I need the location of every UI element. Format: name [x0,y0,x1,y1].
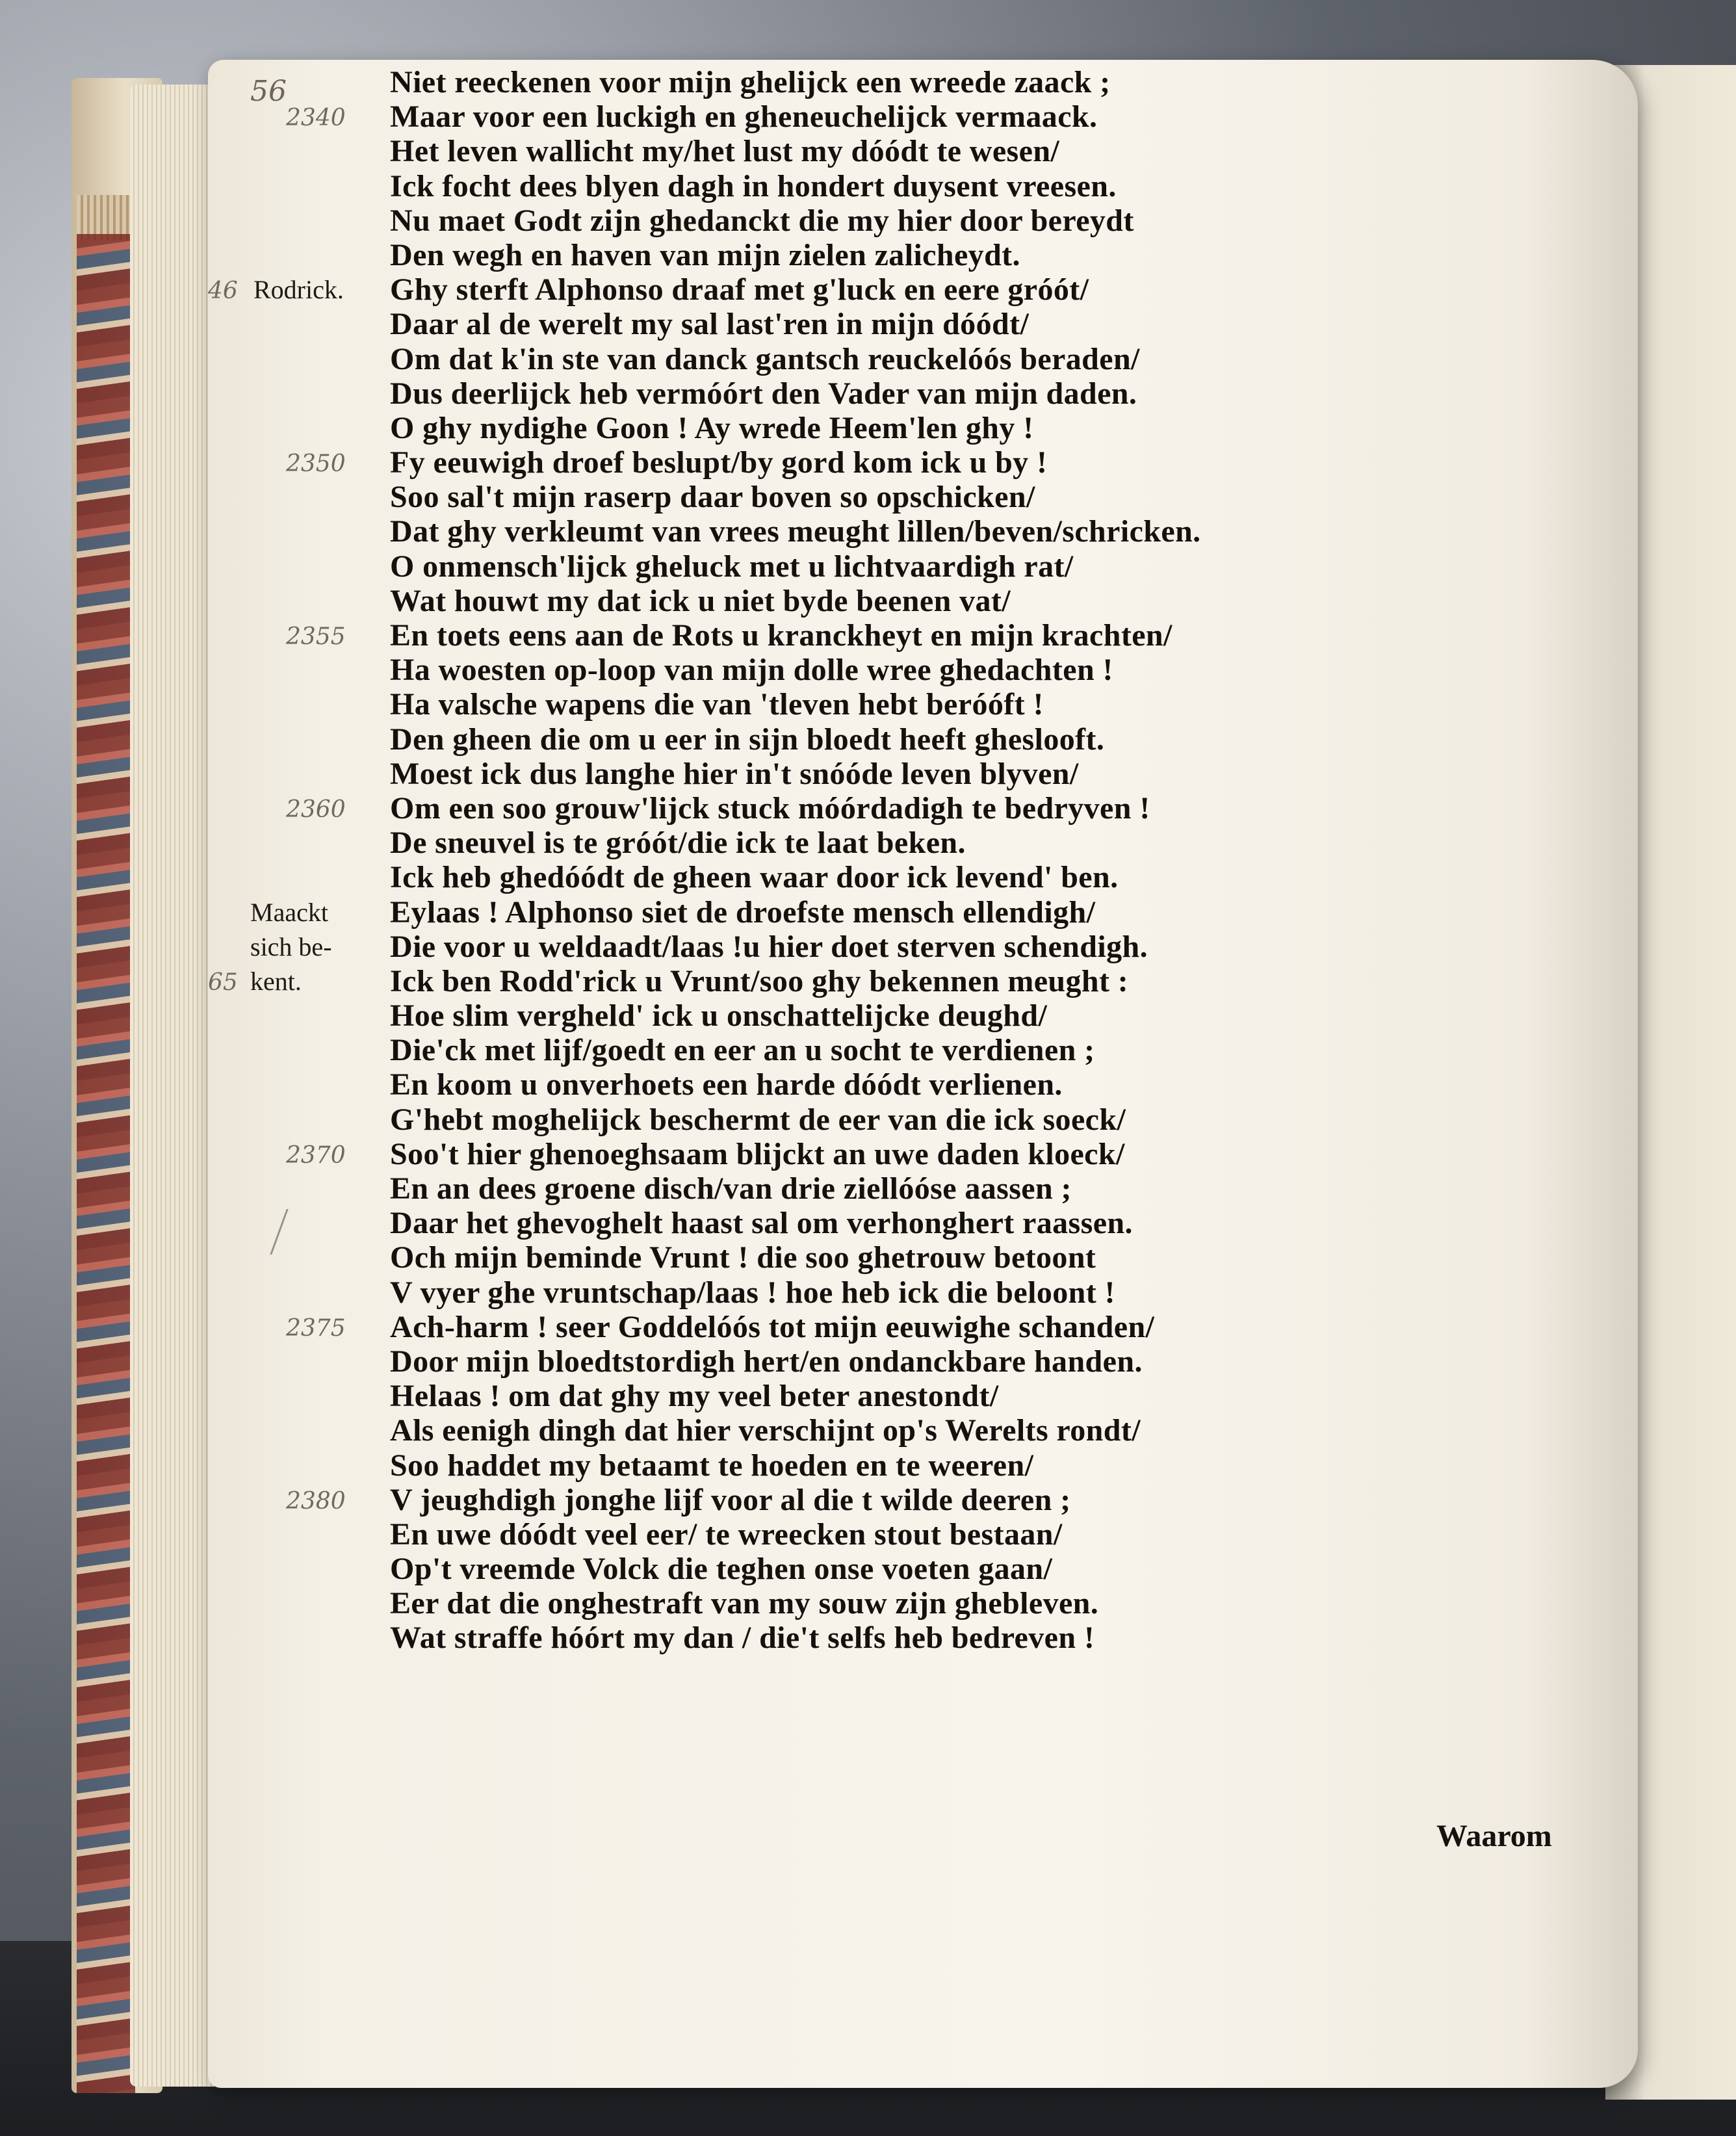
marbled-edge [77,234,135,2093]
verse-line: Hoe slim vergheld' ick u onschattelijcke deughd/ [390,998,1048,1034]
verse-line: Fy eeuwigh droef beslupt/by gord kom ick u by ! [390,445,1048,480]
line-number: 2370 [286,1142,346,1169]
verse-line: Och mijn beminde Vrunt ! die soo ghetrouw betoont [390,1240,1096,1275]
verse-line: Soo't hier ghenoeghsaam blijckt an uwe daden kloeck/ [390,1136,1125,1171]
verse-line: Op't vreemde Volck die teghen onse voeten gaan/ [390,1552,1053,1587]
verse-line: Daar het ghevoghelt haast sal om verhonghert raassen. [390,1206,1133,1241]
verse-line: Ach-harm ! seer Goddelóós tot mijn eeuwighe schanden/ [390,1309,1155,1344]
verse-line: Door mijn bloedtstordigh hert/en ondanckbare handen. [390,1344,1143,1379]
verse-line: Dus deerlijck heb vermóórt den Vader van mijn daden. [390,376,1137,411]
verse-line: Nu maet Godt zijn ghedanckt die my hier door bereydt [390,203,1134,238]
verse-line: Wat straffe hóórt my dan / die't selfs heb bedreven ! [390,1621,1095,1656]
verse-line: O onmensch'lijck gheluck met u lichtvaardigh rat/ [390,549,1074,584]
verse-line: Moest ick dus langhe hier in't snóóde leven blyven/ [390,756,1079,791]
verse-line: Ghy sterft Alphonso draaf met g'luck en eere gróót/ [390,272,1089,307]
verse-line: Niet reeckenen voor mijn ghelijck een wreede zaack ; [390,65,1111,99]
verse-line: Den wegh en haven van mijn zielen zalicheydt. [390,237,1020,272]
verse-line: Helaas ! om dat ghy my veel beter anestondt/ [390,1379,999,1414]
verse-line: Eer dat die onghestraft van my souw zijn ghebleven. [390,1586,1099,1621]
verse-line: Ick ben Rodd'rick u Vrunt/soo ghy bekennen meught : [390,963,1129,998]
verse-line: Om dat k'in ste van danck gantsch reuckelóós beraden/ [390,341,1140,376]
verse-line: En toets eens aan de Rots u kranckheyt en mijn krachten/ [390,618,1172,653]
line-number: 2340 [286,105,346,132]
speaker-label: Maackt [250,897,328,927]
verse-line: En an dees groene disch/van drie ziellóóse aassen ; [390,1171,1072,1206]
verse-line: Die'ck met lijf/goedt en eer an u socht te verdienen ; [390,1033,1095,1068]
verse-line: De sneuvel is te gróót/die ick te laat beken. [390,826,966,861]
line-number: 2350 [286,450,346,478]
verse-line: G'hebt moghelijck beschermt de eer van die ick soeck/ [390,1102,1126,1137]
catchword: Waarom [1436,1819,1552,1853]
line-number: 65 [208,969,238,996]
line-number: 2380 [286,1488,346,1515]
show-through-text [1449,72,1560,1827]
verse-line: Maar voor een luckigh en gheneuchelijck vermaack. [390,99,1098,135]
speaker-label: sich be- [250,932,332,961]
verse-line: Soo sal't mijn raserp daar boven so opschicken/ [390,480,1035,515]
verse-line: En koom u onverhoets een harde dóódt verlienen. [390,1067,1063,1102]
page-block-edge [130,85,214,2087]
verse-line: Het leven wallicht my/het lust my dóódt te wesen/ [390,134,1060,169]
verse-line: Soo haddet my betaamt te hoeden en te weeren/ [390,1448,1034,1483]
line-number: 2375 [286,1315,346,1342]
verse-line: En uwe dóódt veel eer/ te wreecken stout bestaan/ [390,1517,1063,1552]
line-number: 2355 [286,623,346,651]
speaker-label: kent. [250,967,302,996]
verse-line: V jeughdigh jonghe lijf voor al die t wilde deeren ; [390,1482,1071,1517]
verse-line: Ick heb ghedóódt de gheen waar door ick levend' ben. [390,860,1119,895]
line-number: 2360 [286,796,346,824]
verse-line: Dat ghy verkleumt van vrees meught lillen/beven/schricken. [390,514,1201,549]
verse-line: V vyer ghe vruntschap/laas ! hoe heb ick die beloont ! [390,1275,1115,1310]
verse-line: Ha valsche wapens die van 'tleven hebt beróóft ! [390,687,1044,722]
page-number: 56 [250,75,287,108]
verse-line: Ick focht dees blyen dagh in hondert duysent vreesen. [390,168,1117,203]
verse-line: Daar al de werelt my sal last'ren in mijn dóódt/ [390,307,1030,342]
verse-line: Eylaas ! Alphonso siet de droefste mensch ellendigh/ [390,894,1096,930]
verse-line: Wat houwt my dat ick u niet byde beenen vat/ [390,583,1011,618]
verse-line: Om een soo grouw'lijck stuck móórdadigh te bedryven ! [390,790,1150,826]
verse-line: Die voor u weldaadt/laas !u hier doet sterven schendigh. [390,929,1148,964]
line-number: 46 [208,278,238,305]
verse-line: Den gheen die om u eer in sijn bloedt heeft gheslooft. [390,722,1105,757]
verse-line: Ha woesten op-loop van mijn dolle wree ghedachten ! [390,653,1113,688]
speaker-label: Rodrick. [253,275,344,305]
verse-line: O ghy nydighe Goon ! Ay wrede Heem'len ghy ! [390,410,1034,445]
verse-block [390,65,1456,1656]
verse-line: Als eenigh dingh dat hier verschijnt op's Werelts rondt/ [390,1413,1141,1448]
